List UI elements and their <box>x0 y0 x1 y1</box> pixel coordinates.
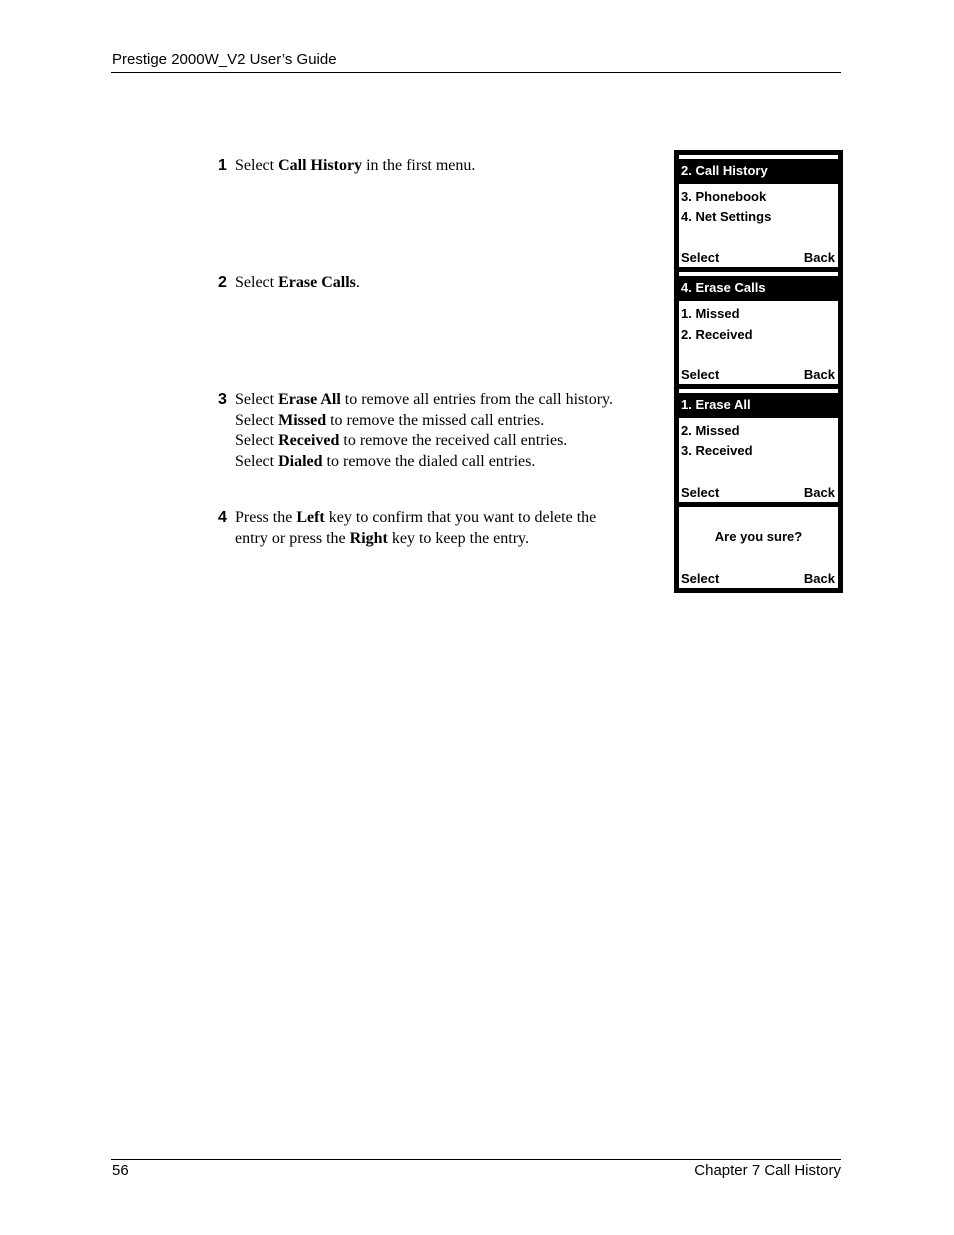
highlighted-menu-item: 2. Call History <box>679 159 838 184</box>
phone-screen-erase-all <box>679 389 838 502</box>
text-run: key to confirm that you want to delete the <box>324 509 597 526</box>
ui-term: Missed <box>278 411 327 429</box>
text-run: entry or press the <box>235 529 350 547</box>
text-run: . <box>355 274 360 291</box>
softkey-select: Select <box>681 485 720 500</box>
step-line <box>235 452 663 473</box>
step-1 <box>218 156 663 177</box>
softkey-back: Back <box>803 367 835 382</box>
softkey-back: Back <box>803 250 835 265</box>
text-run: Select <box>235 411 279 429</box>
step-line <box>235 508 663 529</box>
menu-item: 2. Missed <box>681 423 740 438</box>
step-2 <box>218 273 663 294</box>
text-run: Select <box>235 274 279 291</box>
page-header-title: Prestige 2000W_V2 User’s Guide <box>112 51 337 68</box>
step-text <box>235 390 663 472</box>
highlighted-menu-item: 1. Erase All <box>679 393 838 418</box>
chapter-title: Chapter 7 Call History <box>694 1162 841 1179</box>
step-line <box>235 156 663 177</box>
step-line <box>235 273 663 294</box>
phone-screen-erase-calls <box>679 272 838 384</box>
step-line <box>235 411 663 432</box>
phone-screen-call-history <box>679 155 838 267</box>
softkey-select: Select <box>681 367 720 382</box>
ui-term: Call History <box>278 157 363 174</box>
step-text <box>235 156 663 177</box>
step-4 <box>218 508 663 549</box>
step-text <box>235 273 663 294</box>
highlighted-menu-item: 4. Erase Calls <box>679 276 838 301</box>
text-run: in the first menu. <box>362 157 476 174</box>
page-number: 56 <box>112 1162 129 1179</box>
step-line <box>235 431 663 452</box>
menu-item: 3. Received <box>681 443 753 458</box>
step-number: 2 <box>218 274 227 291</box>
text-run: Press the <box>235 509 297 526</box>
text-run: key to keep the entry. <box>387 529 530 547</box>
ui-term: Received <box>278 432 340 449</box>
step-line <box>235 529 663 550</box>
text-run: to remove all entries from the call history. <box>340 391 613 408</box>
text-run: to remove the received call entries. <box>339 432 568 449</box>
softkey-select: Select <box>681 250 720 265</box>
confirm-message: Are you sure? <box>714 529 803 544</box>
menu-item: 2. Received <box>681 327 753 342</box>
text-run: to remove the missed call entries. <box>326 411 545 429</box>
step-text <box>235 508 663 549</box>
text-run: Select <box>235 157 279 174</box>
softkey-back: Back <box>803 485 835 500</box>
step-number: 4 <box>218 509 227 526</box>
text-run: Select <box>235 452 279 470</box>
ui-term: Erase Calls <box>278 274 356 291</box>
step-number: 1 <box>218 157 227 174</box>
softkey-select: Select <box>681 571 720 586</box>
softkey-back: Back <box>803 571 835 586</box>
text-run: to remove the dialed call entries. <box>322 452 536 470</box>
step-3 <box>218 390 663 472</box>
ui-term: Dialed <box>278 452 323 470</box>
ui-term: Right <box>349 529 388 547</box>
step-number: 3 <box>218 391 227 408</box>
ui-term: Left <box>296 509 325 526</box>
footer-rule <box>111 1159 841 1160</box>
menu-item: 3. Phonebook <box>681 189 767 204</box>
ui-term: Erase All <box>278 391 341 408</box>
step-line <box>235 390 663 411</box>
text-run: Select <box>235 391 279 408</box>
text-run: Select <box>235 432 279 449</box>
menu-item: 4. Net Settings <box>681 209 772 224</box>
header-rule <box>111 72 841 73</box>
phone-screens-illustration <box>674 150 843 593</box>
menu-item: 1. Missed <box>681 306 740 321</box>
phone-screen-confirm <box>679 507 838 588</box>
